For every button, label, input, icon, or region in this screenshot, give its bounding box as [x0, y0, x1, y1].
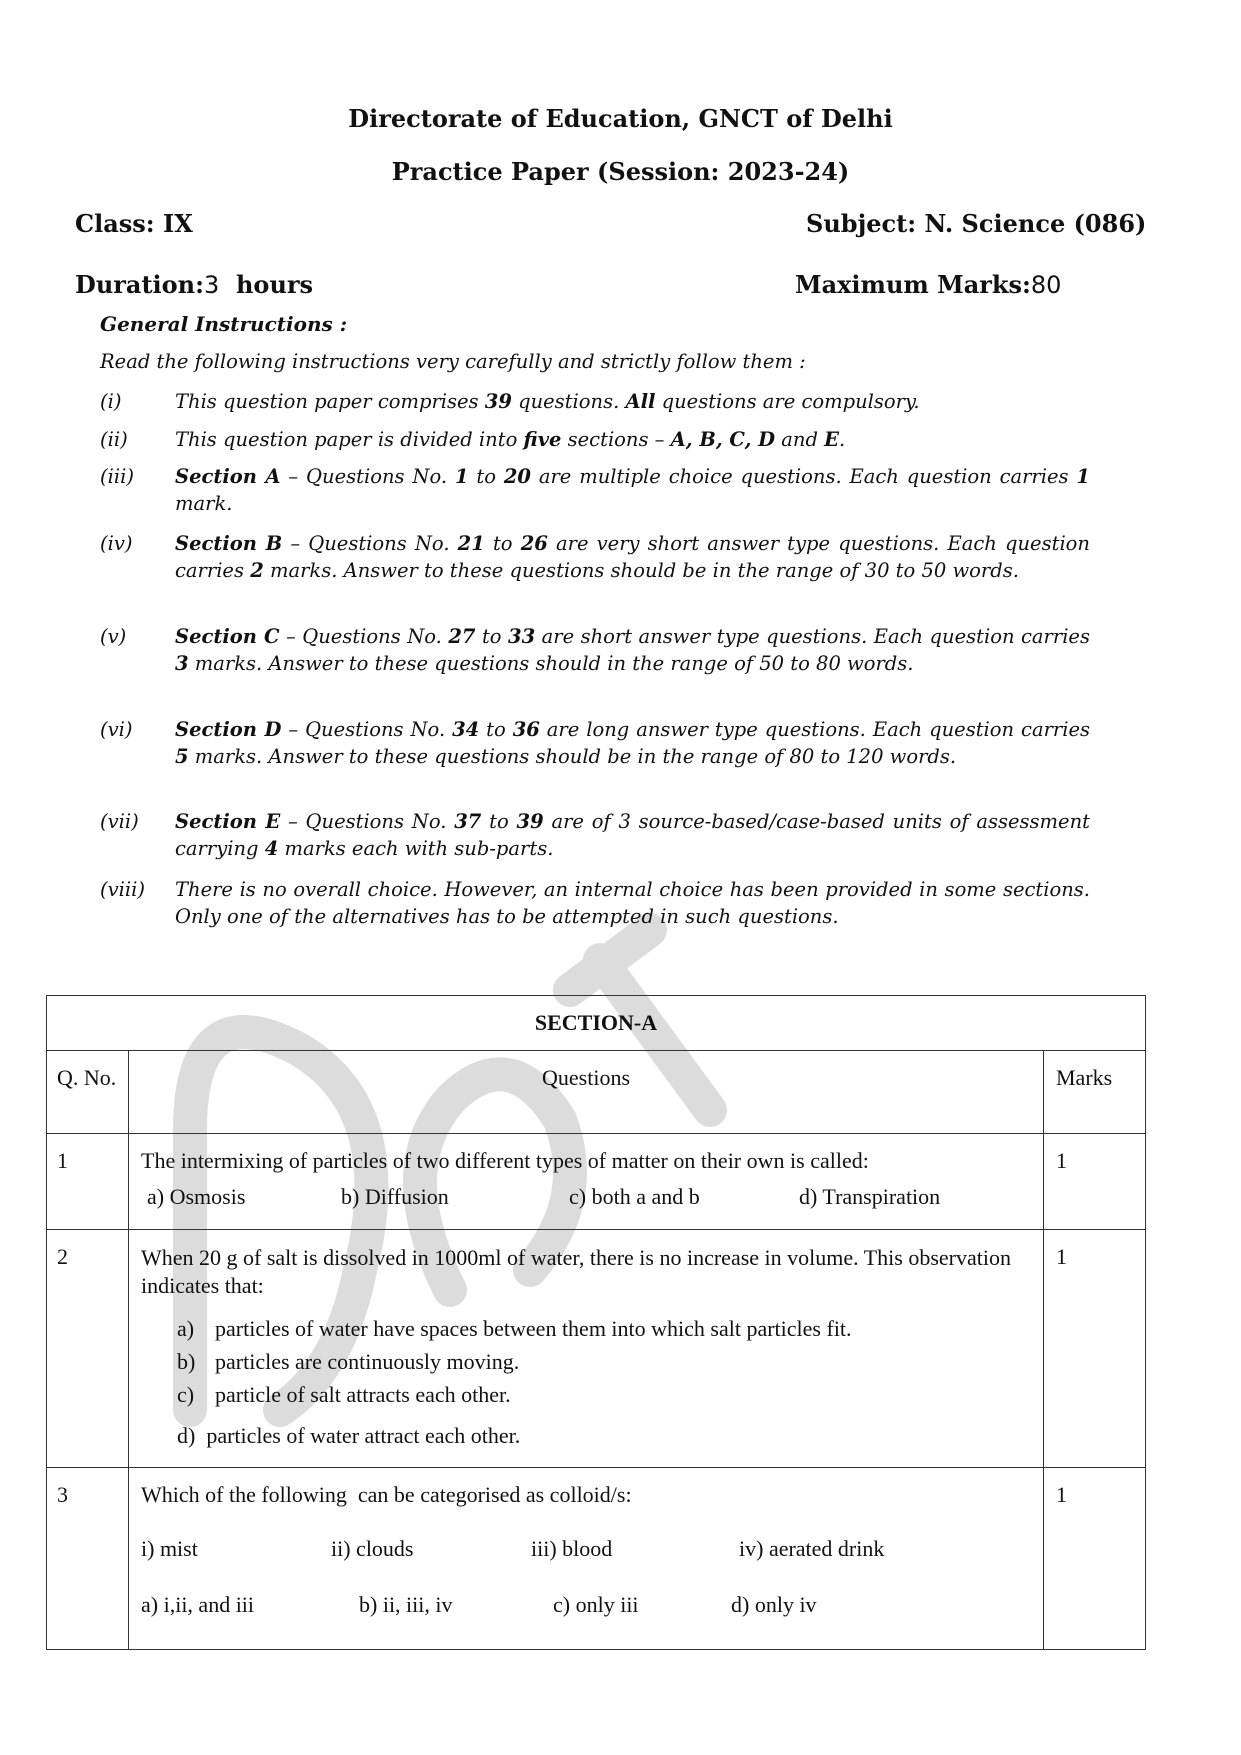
general-instructions-intro: Read the following instructions very carefully and strictly follow them :	[100, 350, 806, 373]
option-a: a) particles of water have spaces between them into which salt particles fit.	[177, 1316, 852, 1341]
option-d: d) only iv	[731, 1592, 817, 1617]
option-b: b) ii, iii, iv	[359, 1592, 453, 1617]
class-label: Class: IX	[75, 209, 193, 238]
question-number: 2	[47, 1230, 129, 1468]
section-title: SECTION-A	[47, 996, 1146, 1051]
option-b: b) particles are continuously moving.	[177, 1349, 520, 1374]
general-instructions-title: General Instructions :	[100, 312, 348, 336]
section-a-table	[46, 995, 1146, 1650]
option-c: c) both a and b	[569, 1184, 700, 1209]
marks-value: 1	[1044, 1468, 1146, 1650]
header-org: Directorate of Education, GNCT of Delhi	[348, 104, 893, 133]
option-d: d) Transpiration	[799, 1184, 941, 1209]
question-text: When 20 g of salt is dissolved in 1000ml of water, there is no increase in volume. This observation indicates that:	[141, 1245, 1011, 1298]
duration: Duration:3 hours	[75, 270, 314, 299]
question-number: 3	[47, 1468, 129, 1650]
table-row	[47, 1230, 1146, 1468]
table-row	[47, 1468, 1146, 1650]
option-a: a) Osmosis	[147, 1184, 246, 1209]
item-i: i) mist	[141, 1536, 198, 1561]
option-b: b) Diffusion	[341, 1184, 449, 1209]
option-a: a) i,ii, and iii	[141, 1592, 255, 1617]
item-iv: iv) aerated drink	[739, 1536, 885, 1561]
option-c: c) only iii	[553, 1592, 639, 1617]
marks-value: 1	[1044, 1134, 1146, 1230]
question-cell	[129, 1230, 1044, 1468]
col-qno-header: Q. No.	[47, 1051, 129, 1134]
item-ii: ii) clouds	[331, 1536, 414, 1561]
question-number: 1	[47, 1134, 129, 1230]
duration-value: 3	[203, 271, 220, 299]
marks-value: 80	[1030, 271, 1062, 299]
question-text: The intermixing of particles of two different types of matter on their own is called:	[141, 1148, 869, 1173]
table-header-row	[47, 1051, 1146, 1134]
question-text: Which of the following can be categorised as colloid/s:	[141, 1482, 632, 1507]
table-row	[47, 1134, 1146, 1230]
question-cell	[129, 1134, 1044, 1230]
maximum-marks: Maximum Marks:80	[795, 270, 1062, 299]
subject-label: Subject: N. Science (086)	[806, 209, 1147, 238]
subject-code: (086)	[1073, 209, 1147, 238]
option-c: c) particle of salt attracts each other.	[177, 1382, 511, 1407]
marks-value: 1	[1044, 1230, 1146, 1468]
col-questions-header: Questions	[129, 1051, 1044, 1134]
option-d: d) particles of water attract each other.	[177, 1423, 521, 1448]
col-marks-header: Marks	[1044, 1051, 1146, 1134]
item-iii: iii) blood	[531, 1536, 613, 1561]
question-cell	[129, 1468, 1044, 1650]
header-paper: Practice Paper (Session: 2023-24)	[391, 157, 850, 186]
